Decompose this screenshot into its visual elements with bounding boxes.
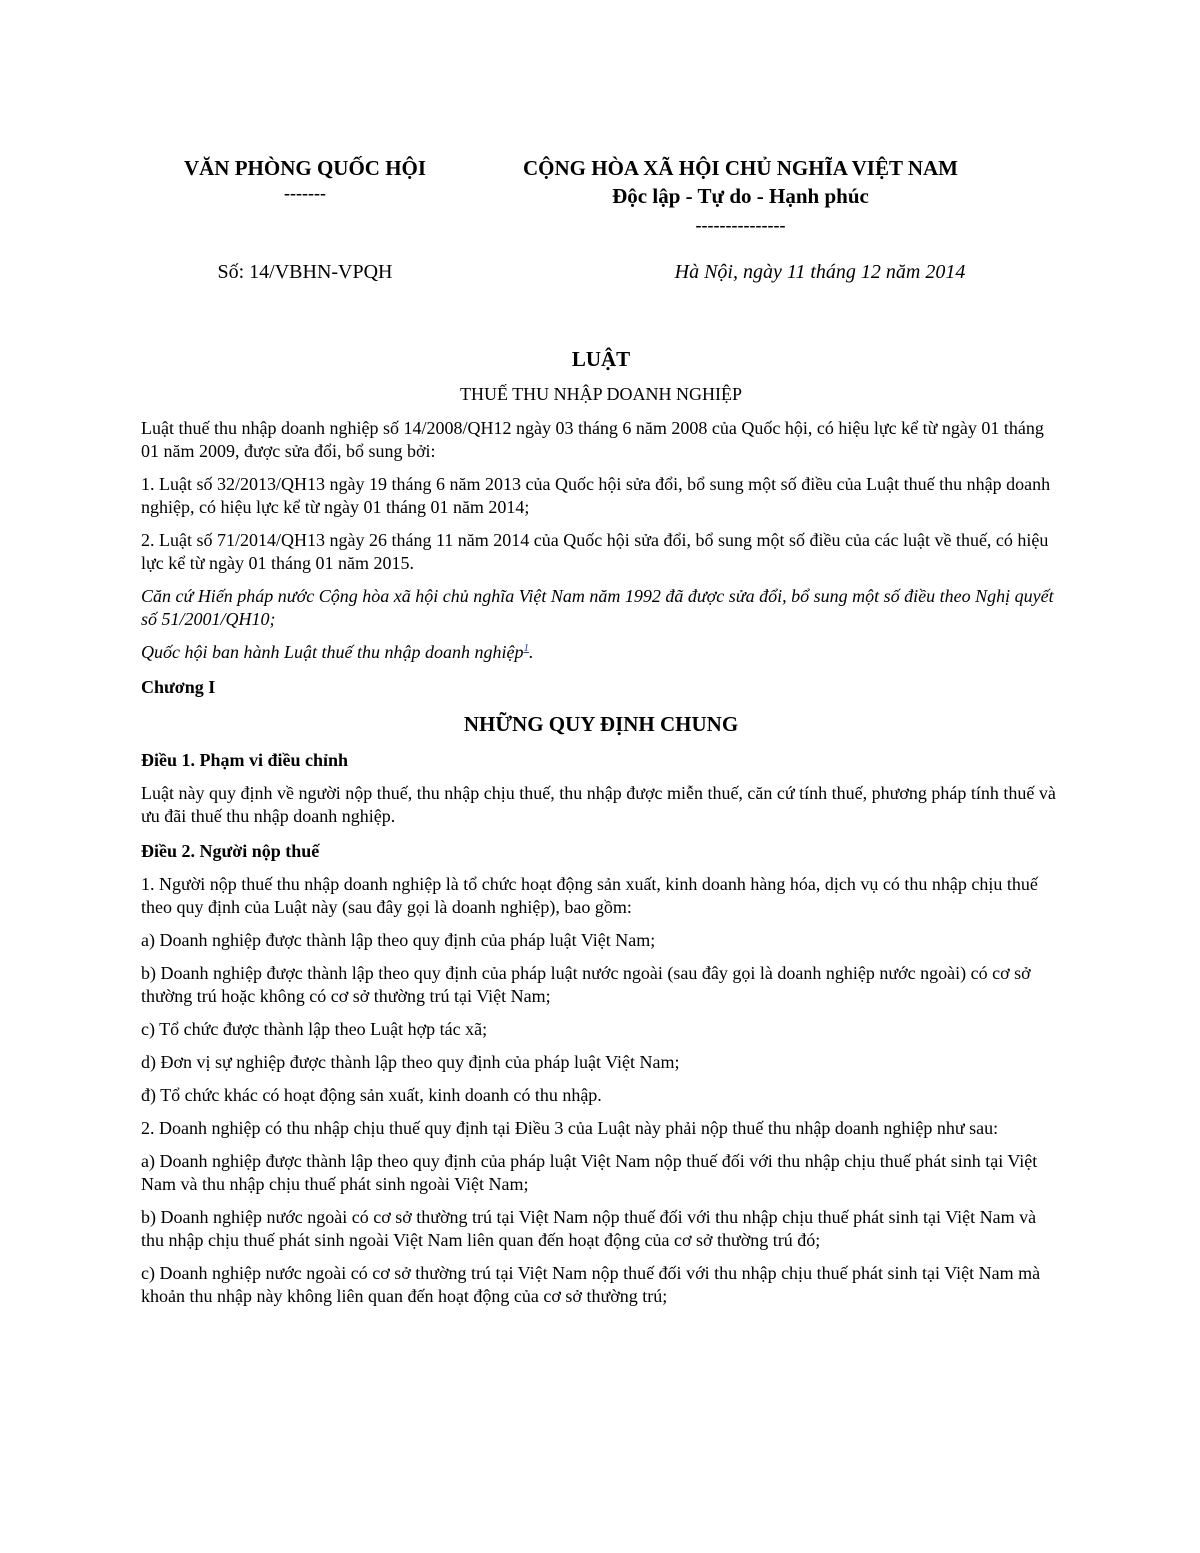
promulgation-end: .	[528, 642, 534, 662]
article-1-heading: Điều 1. Phạm vi điều chỉnh	[141, 750, 349, 770]
issuing-agency: VĂN PHÒNG QUỐC HỘI	[183, 156, 427, 180]
agency-underline: -------	[284, 183, 326, 203]
article-2-paragraph: đ) Tổ chức khác có hoạt động sản xuất, kinh doanh có thu nhập.	[141, 1085, 602, 1105]
article-2-paragraph: c) Tổ chức được thành lập theo Luật hợp tác xã;	[141, 1019, 488, 1039]
legal-basis: Căn cứ Hiến pháp nước Cộng hòa xã hội chủ nghĩa Việt Nam năm 1992 đã được sửa đổi, bổ sung một số điều theo Nghị quyết số 51/2001/QH10;	[141, 586, 1054, 629]
article-2-heading: Điều 2. Người nộp thuế	[141, 841, 320, 861]
intro-paragraph: Luật thuế thu nhập doanh nghiệp số 14/2008/QH12 ngày 03 tháng 6 năm 2008 của Quốc hội, có hiệu lực kể từ ngày 01 tháng 01 năm 2009, được sửa đổi, bổ sung bởi:	[141, 418, 1044, 461]
footnote-link[interactable]: 1	[523, 642, 529, 654]
article-2-paragraph: a) Doanh nghiệp được thành lập theo quy định của pháp luật Việt Nam nộp thuế đối với thu nhập chịu thuế phát sinh tại Việt Nam và thu nhập chịu thuế phát sinh ngoài Việt Nam;	[141, 1151, 1038, 1194]
chapter-title: NHỮNG QUY ĐỊNH CHUNG	[463, 712, 739, 736]
amendment-2: 2. Luật số 71/2014/QH13 ngày 26 tháng 11 năm 2014 của Quốc hội sửa đổi, bổ sung một số điều của các luật về thuế, có hiệu lực kể từ ngày 01 tháng 01 năm 2015.	[141, 530, 1049, 573]
national-title-block	[478, 154, 1003, 234]
document-number: Số: 14/VBHN-VPQH	[217, 261, 393, 283]
article-2-paragraph: a) Doanh nghiệp được thành lập theo quy định của pháp luật Việt Nam;	[141, 930, 656, 950]
document-body	[141, 346, 1061, 1308]
article-1-text: Luật này quy định về người nộp thuế, thu nhập chịu thuế, thu nhập được miễn thuế, căn cứ tính thuế, phương pháp tính thuế và ưu đãi thuế thu nhập doanh nghiệp.	[141, 783, 1056, 826]
article-2-paragraph: b) Doanh nghiệp nước ngoài có cơ sở thường trú tại Việt Nam nộp thuế đối với thu nhập chịu thuế phát sinh tại Việt Nam và thu nhập chịu thuế phát sinh ngoài Việt Nam liên quan đến hoạt động của cơ sở thường trú đó;	[141, 1207, 1037, 1250]
motto-underline: ---------------	[695, 215, 786, 235]
promulgation-text: Quốc hội ban hành Luật thuế thu nhập doanh nghiệp	[141, 642, 524, 662]
promulgation-line	[141, 641, 1061, 664]
amendment-1: 1. Luật số 32/2013/QH13 ngày 19 tháng 6 năm 2013 của Quốc hội sửa đổi, bổ sung một số điều của Luật thuế thu nhập doanh nghiệp, có hiệu lực kể từ ngày 01 tháng 01 năm 2014;	[141, 474, 1051, 517]
law-subtitle: THUẾ THU NHẬP DOANH NGHIỆP	[460, 384, 742, 404]
issuing-agency-block	[140, 154, 470, 202]
law-title: LUẬT	[571, 347, 631, 371]
chapter-label: Chương I	[141, 677, 216, 697]
article-2-paragraph: d) Đơn vị sự nghiệp được thành lập theo quy định của pháp luật Việt Nam;	[141, 1052, 680, 1072]
article-2-paragraph: 1. Người nộp thuế thu nhập doanh nghiệp là tổ chức hoạt động sản xuất, kinh doanh hàng hóa, dịch vụ có thu nhập chịu thuế theo quy định của Luật này (sau đây gọi là doanh nghiệp), bao gồm:	[141, 874, 1038, 917]
national-motto: Độc lập - Tự do - Hạnh phúc	[612, 184, 869, 208]
article-2-paragraph: 2. Doanh nghiệp có thu nhập chịu thuế quy định tại Điều 3 của Luật này phải nộp thuế thu nhập doanh nghiệp như sau:	[141, 1118, 999, 1138]
document-date: Hà Nội, ngày 11 tháng 12 năm 2014	[674, 261, 966, 283]
article-2-paragraph: c) Doanh nghiệp nước ngoài có cơ sở thường trú tại Việt Nam nộp thuế đối với thu nhập chịu thuế phát sinh tại Việt Nam mà khoản thu nhập này không liên quan đến hoạt động của cơ sở thường trú;	[141, 1263, 1041, 1306]
article-2-paragraph: b) Doanh nghiệp được thành lập theo quy định của pháp luật nước ngoài (sau đây gọi là doanh nghiệp nước ngoài) có cơ sở thường trú hoặc không có cơ sở thường trú tại Việt Nam;	[141, 963, 1031, 1006]
country-name: CỘNG HÒA XÃ HỘI CHỦ NGHĨA VIỆT NAM	[522, 156, 959, 180]
